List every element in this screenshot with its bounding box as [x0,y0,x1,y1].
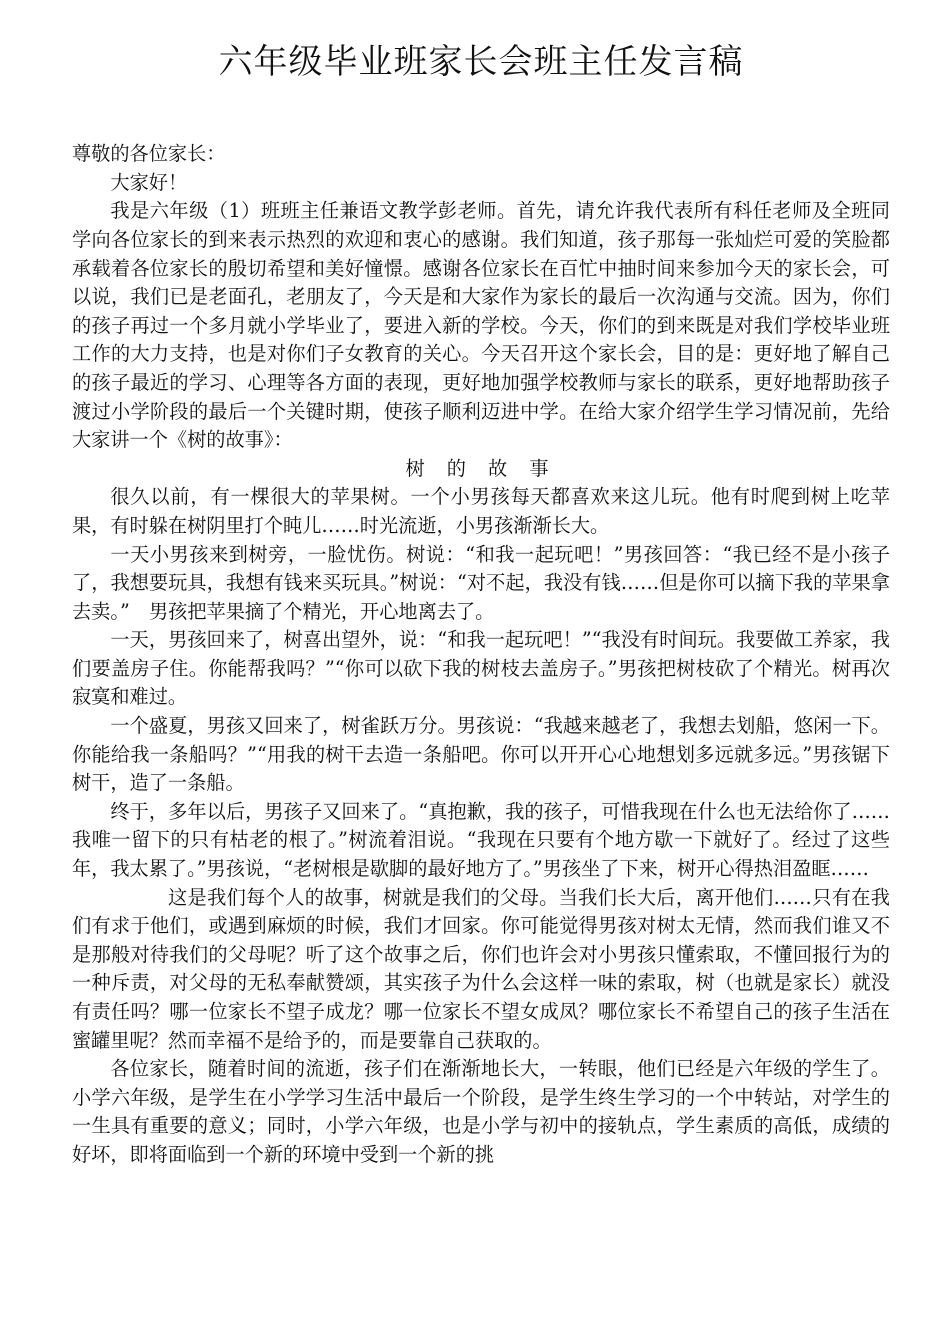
story-paragraph: 一天小男孩来到树旁，一脸忧伤。树说：“和我一起玩吧！”男孩回答：“我已经不是小孩子了，我想要玩具，我想有钱来买玩具。”树说：“对不起，我没有钱……但是你可以摘下我的苹果拿去卖。” 男孩把苹果摘了个精光，开心地离去了。 [72,542,890,623]
story-paragraph: 一个盛夏，男孩又回来了，树雀跃万分。男孩说：“我越来越老了，我想去划船，悠闲一下。你能给我一条船吗？”“用我的树干去造一条船吧。你可以开开心心地想划多远就多远。”男孩锯下树干，造了一条船。 [72,714,890,795]
salutation: 尊敬的各位家长： [72,142,226,166]
story-paragraph: 一天，男孩回来了，树喜出望外，说：“和我一起玩吧！”“我没有时间玩。我要做工养家，我们要盖房子住。你能帮我吗？”“你可以砍下我的树枝去盖房子。”男孩把树枝砍了个精光。树再次寂寞和难过。 [72,628,890,709]
story-title: 树 的 故 事 [405,456,557,480]
intro-paragraph: 我是六年级（1）班班主任兼语文教学彭老师。首先，请允许我代表所有科任老师及全班同学向各位家长的到来表示热烈的欢迎和衷心的感谢。我们知道，孩子那每一张灿烂可爱的笑脸都承载着各位家长的殷切希望和美好憧憬。感谢各位家长在百忙中抽时间来参加今天的家长会，可以说，我们已是老面孔，老朋友了，今天是和大家作为家长的最后一次沟通与交流。因为，你们的孩子再过一个多月就小学毕业了，要进入新的学校。今天，你们的到来既是对我们学校毕业班工作的大力支持，也是对你们子女教育的关心。今天召开这个家长会，目的是：更好地了解自己的孩子最近的学习、心理等各方面的表现，更好地加强学校教师与家长的联系，更好地帮助孩子渡过小学阶段的最后一个关键时期，使孩子顺利迈进中学。在给大家介绍学生学习情况前，先给大家讲一个《树的故事》： [72,199,890,452]
reflection-paragraph: 这是我们每个人的故事，树就是我们的父母。当我们长大后，离开他们……只有在我们有求于他们，或遇到麻烦的时候，我们才回家。你可能觉得男孩对树太无情，然而我们谁又不是那般对待我们的父母呢？听了这个故事之后，你们也许会对小男孩只懂索取，不懂回报行为的一种斥责，对父母的无私奉献赞颂，其实孩子为什么会这样一味的索取，树（也就是家长）就没有责任吗？哪一位家长不望子成龙？哪一位家长不望女成凤？哪位家长不希望自己的孩子生活在蜜罐里呢？然而幸福不是给予的，而是要靠自己获取的。 [72,885,890,1052]
document-page [72,40,890,1170]
document-title: 六年级毕业班家长会班主任发言稿 [218,42,744,82]
story-paragraph: 终于，多年以后，男孩子又回来了。“真抱歉，我的孩子，可惜我现在什么也无法给你了……我唯一留下的只有枯老的根了。”树流着泪说。“我现在只要有个地方歇一下就好了。经过了这些年，我太累了。”男孩说，“老树根是歇脚的最好地方了。”男孩坐了下来，树开心得热泪盈眶…… [72,799,890,881]
closing-paragraph: 各位家长，随着时间的流逝，孩子们在渐渐地长大，一转眼，他们已经是六年级的学生了。小学六年级，是学生在小学学习生活中最后一个阶段，是学生终生学习的一个中转站，对学生的一生具有重要的意义；同时，小学六年级，也是小学与初中的接轨点，学生素质的高低，成绩的好坏，即将面临到一个新的环境中受到一个新的挑 [72,1057,890,1166]
story-paragraph: 很久以前，有一棵很大的苹果树。一个小男孩每天都喜欢来这儿玩。他有时爬到树上吃苹果，有时躲在树阴里打个盹儿……时光流逝，小男孩渐渐长大。 [72,485,890,537]
greeting: 大家好！ [110,170,188,194]
